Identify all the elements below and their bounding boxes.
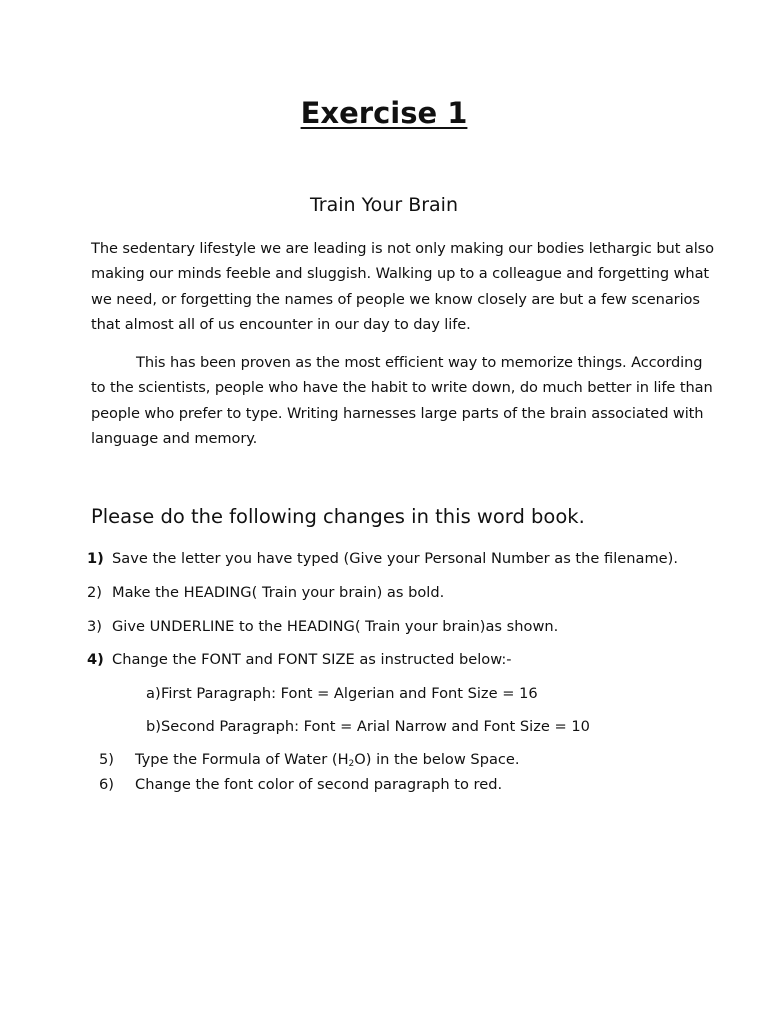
paragraph-2-line: people who prefer to type. Writing harnesses large parts of the brain associated with xyxy=(91,404,704,422)
task-text-before: Type the Formula of Water (H xyxy=(135,751,349,768)
paragraph-1-line: we need, or forgetting the names of people we know closely are but a few scenarios xyxy=(91,290,700,308)
paragraph-1-line: making our minds feeble and sluggish. Walking up to a colleague and forgetting what xyxy=(91,265,710,283)
subtask-text: Second Paragraph: Font = Arial Narrow and Font Size = 10 xyxy=(161,718,590,735)
water-subscript: 2 xyxy=(348,759,355,769)
document-heading: Train Your Brain xyxy=(309,194,459,216)
paragraph-1-line: The sedentary lifestyle we are leading is not only making our bodies lethargic but also xyxy=(91,240,714,257)
task-text: Change the font color of second paragraph to red. xyxy=(135,776,503,793)
task-text: Change the FONT and FONT SIZE as instructed below:- xyxy=(112,651,512,668)
task-number: 5) xyxy=(99,751,114,768)
paragraph-2 xyxy=(91,350,713,451)
paragraph-2-line: This has been proven as the most efficient way to memorize things. According xyxy=(136,354,703,371)
paragraph-2-line: to the scientists, people who have the habit to write down, do much better in life than xyxy=(91,379,713,397)
task-number: 1) xyxy=(87,550,104,567)
task-text: Save the letter you have typed (Give your Personal Number as the filename). xyxy=(112,550,678,567)
paragraph-1-line: that almost all of us encounter in our day to day life. xyxy=(91,315,471,333)
page-title: Exercise 1 xyxy=(300,96,468,130)
task-text: Make the HEADING( Train your brain) as bold. xyxy=(112,584,445,601)
task-text xyxy=(135,750,520,774)
task-number: 6) xyxy=(99,776,114,793)
task-number: 4) xyxy=(87,651,104,668)
paragraph-2-line: language and memory. xyxy=(91,429,258,447)
task-number: 3) xyxy=(87,618,102,635)
task-text-after: O) in the below Space. xyxy=(354,751,520,768)
subtask-letter: b) xyxy=(146,718,161,735)
task-number: 2) xyxy=(87,584,102,601)
subtask-letter: a) xyxy=(146,685,161,702)
paragraph-1 xyxy=(91,236,714,337)
instructions-heading: Please do the following changes in this word book. xyxy=(91,505,585,528)
task-text: Give UNDERLINE to the HEADING( Train your brain)as shown. xyxy=(112,618,559,635)
subtask-text: First Paragraph: Font = Algerian and Font Size = 16 xyxy=(161,685,538,702)
